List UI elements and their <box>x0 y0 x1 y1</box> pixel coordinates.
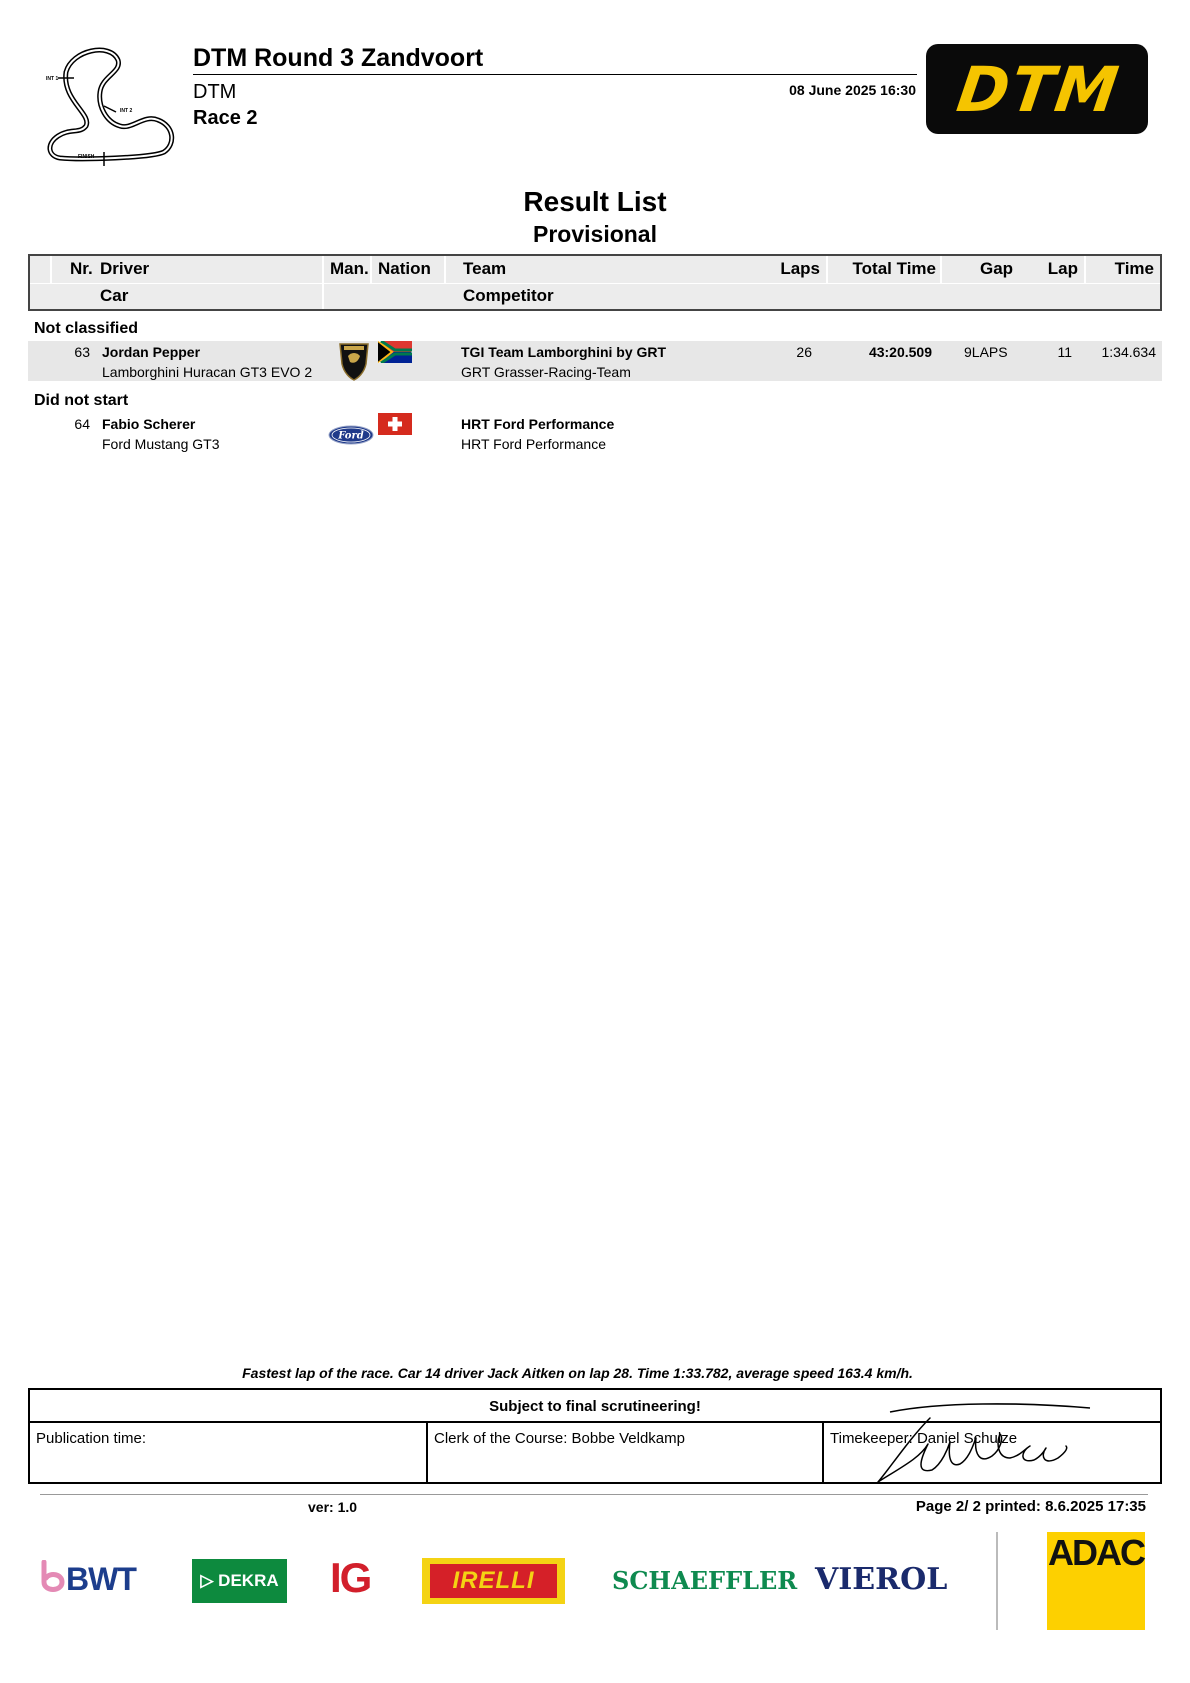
dtm-logo-icon <box>926 44 1148 134</box>
header-col-divider <box>370 256 372 283</box>
dtm-logo <box>926 44 1148 134</box>
race-name: Race 2 <box>193 107 258 129</box>
vierol-logo: VIEROL <box>815 1562 948 1597</box>
time-value: 1:34.634 <box>1101 344 1156 360</box>
header-col-divider <box>1084 256 1086 283</box>
section-title-did-not-start: Did not start <box>34 392 129 409</box>
laps-value: 26 <box>796 344 812 360</box>
total-time-value: 43:20.509 <box>868 344 932 360</box>
title-divider <box>193 74 917 75</box>
driver-name: Fabio Scherer <box>102 416 196 432</box>
version-label: ver: 1.0 <box>308 1499 358 1515</box>
driver-name: Jordan Pepper <box>102 344 201 360</box>
bwt-logo <box>38 1560 136 1598</box>
col-header-competitor: Competitor <box>463 286 554 305</box>
footer-col-divider <box>426 1423 428 1484</box>
col-header-nr: Nr. <box>70 259 93 278</box>
col-header-driver: Driver <box>100 259 150 278</box>
document-title: Result List <box>523 186 667 217</box>
car-model: Lamborghini Huracan GT3 EVO 2 <box>102 364 313 380</box>
team-name: TGI Team Lamborghini by GRT <box>461 344 667 360</box>
col-header-lap: Lap <box>1047 259 1078 278</box>
gap-value: 9LAPS <box>964 344 1008 360</box>
page-info: Page 2/ 2 printed: 8.6.2025 17:35 <box>915 1498 1146 1515</box>
col-header-man: Man. <box>330 259 369 278</box>
header-row-divider <box>30 283 1160 284</box>
col-header-nation: Nation <box>378 259 431 278</box>
col-header-car: Car <box>100 286 129 305</box>
schaeffler-logo: SCHAEFFLER <box>612 1566 798 1595</box>
track-label-int1: INT 1 <box>46 76 59 82</box>
adac-logo-text: ADAC <box>1048 1532 1144 1573</box>
header-col-divider <box>826 256 828 283</box>
south-africa-flag-icon <box>378 341 412 363</box>
document-subtitle: Provisional <box>533 221 657 247</box>
dekra-logo: ▷ DEKRA <box>192 1559 287 1603</box>
event-datetime: 08 June 2025 16:30 <box>789 82 916 98</box>
track-label-int2: INT 2 <box>120 108 133 114</box>
clerk-of-course: Clerk of the Course: Bobbe Veldkamp <box>434 1430 685 1447</box>
col-header-gap: Gap <box>980 259 1014 278</box>
results-table-header <box>28 254 1162 311</box>
ford-logo-icon <box>328 425 374 445</box>
col-header-laps: Laps <box>780 259 820 278</box>
bwt-mark-icon <box>38 1560 66 1594</box>
sponsor-divider <box>996 1532 998 1630</box>
col-header-time: Time <box>1114 259 1154 278</box>
series-name: DTM <box>193 81 237 103</box>
publication-time-label: Publication time: <box>36 1430 147 1447</box>
team-name: HRT Ford Performance <box>461 416 615 432</box>
car-number: 64 <box>74 416 90 432</box>
fastest-lap-note: Fastest lap of the race. Car 14 driver Jack Aitken on lap 28. Time 1:33.782, average speed 163.4 km/h. <box>242 1365 913 1381</box>
ford-logo-text: Ford <box>338 430 364 442</box>
header-col-divider <box>444 256 446 283</box>
ig-logo: IG <box>330 1554 371 1601</box>
table-row <box>28 341 1162 381</box>
timekeeper: Timekeeper: Daniel Schulze <box>830 1430 1018 1447</box>
lap-value: 11 <box>1057 344 1072 360</box>
competitor-name: HRT Ford Performance <box>461 436 606 452</box>
signature-box <box>28 1388 1162 1484</box>
pirelli-logo-text: IRELLI <box>430 1564 557 1598</box>
header-col-divider <box>940 256 942 283</box>
footer-col-divider <box>822 1423 824 1484</box>
event-title: DTM Round 3 Zandvoort <box>193 44 484 72</box>
track-label-finish: FINISH <box>78 154 95 160</box>
footer-rule <box>40 1494 1148 1495</box>
section-title-not-classified: Not classified <box>34 320 139 337</box>
track-map-icon <box>40 40 190 175</box>
adac-logo <box>1047 1532 1145 1630</box>
pirelli-logo <box>422 1558 565 1604</box>
col-header-team: Team <box>463 259 507 278</box>
col-header-total-time: Total Time <box>852 259 936 278</box>
car-model: Ford Mustang GT3 <box>102 436 220 452</box>
switzerland-flag-icon <box>378 413 412 435</box>
car-number: 63 <box>74 344 90 360</box>
header-col-divider <box>50 256 52 283</box>
timekeeper-signature <box>870 1398 1100 1488</box>
header-col-divider <box>322 256 324 309</box>
competitor-name: GRT Grasser-Racing-Team <box>461 364 631 380</box>
lamborghini-logo-icon <box>331 342 377 382</box>
dtm-logo-text: DTM <box>952 53 1125 126</box>
bwt-logo-text: BWT <box>66 1561 136 1597</box>
scrutineering-note: Subject to final scrutineering! <box>489 1398 701 1415</box>
table-row <box>28 413 1162 453</box>
